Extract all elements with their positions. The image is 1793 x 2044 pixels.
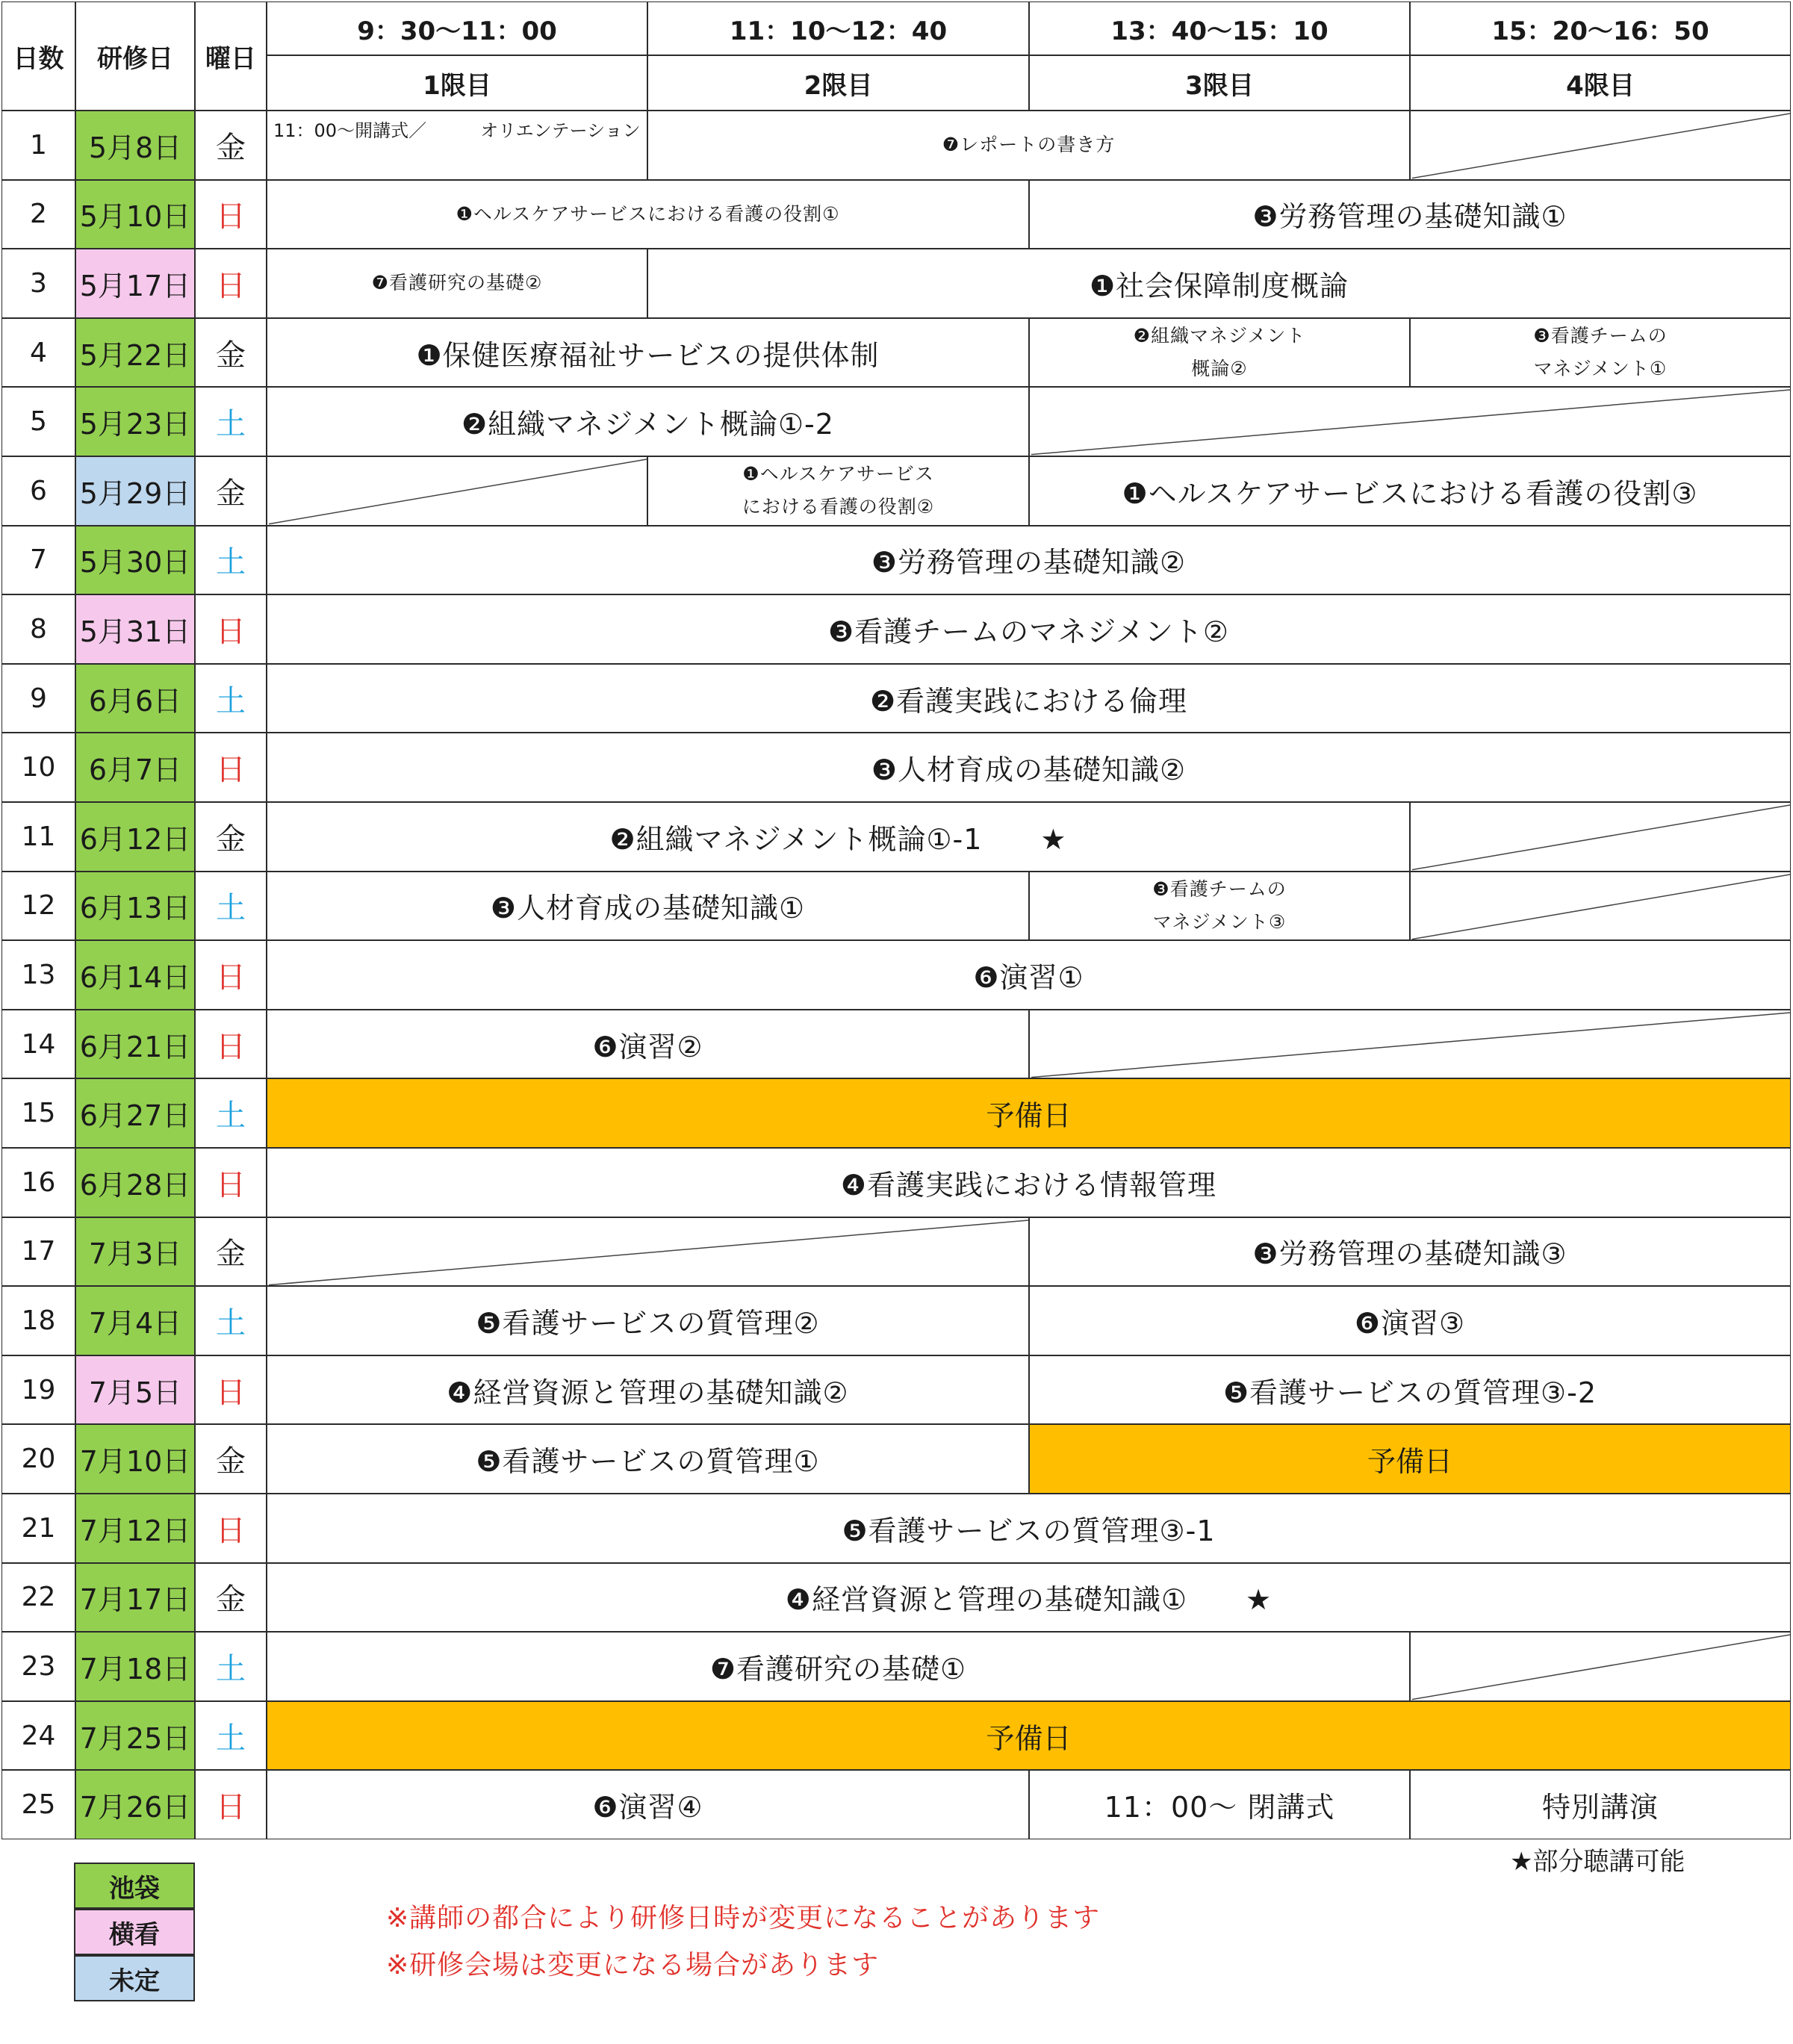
schedule-change-note: ※講師の都合により研修日時が変更になることがあります (386, 1903, 1101, 1933)
weekday-cell: 土 (195, 1078, 267, 1148)
lecture-cell: ❷組織マネジメント概論①-1 ★ (267, 802, 1410, 872)
day-number: 24 (1, 1701, 75, 1771)
diagonal-line (1412, 875, 1790, 939)
header-day-count: 日数 (1, 1, 75, 111)
empty-slot-cell (1029, 1010, 1791, 1079)
lecture-cell: ❸労務管理の基礎知識② (267, 526, 1791, 595)
weekday-cell: 金 (195, 1563, 267, 1633)
lecture-cell: ❺看護サービスの質管理③-2 (1029, 1355, 1791, 1425)
empty-slot-cell (1410, 1632, 1791, 1701)
training-date: 5月29日 (75, 456, 195, 526)
lecture-cell: ❻演習③ (1029, 1286, 1791, 1355)
lecture-cell: ❺看護サービスの質管理③-1 (267, 1494, 1791, 1563)
legend-ikebukuro: 池袋 (74, 1863, 195, 1909)
lecture-cell: ❷看護実践における倫理 (267, 664, 1791, 733)
day-number: 3 (1, 249, 75, 318)
day-number: 16 (1, 1148, 75, 1217)
day-number: 18 (1, 1286, 75, 1355)
lecture-cell: ❶社会保障制度概論 (647, 249, 1791, 318)
diagonal-slash (1030, 1010, 1791, 1079)
header-period-label: 3限目 (1029, 55, 1410, 111)
training-date: 7月3日 (75, 1217, 195, 1287)
training-date: 6月27日 (75, 1078, 195, 1148)
legend-undecided: 未定 (74, 1955, 195, 2001)
lecture-cell: ❺看護サービスの質管理① (267, 1424, 1029, 1494)
header-period-label: 1限目 (267, 55, 647, 111)
day-number: 4 (1, 318, 75, 388)
lecture-cell: ❶ヘルスケアサービスにおける看護の役割③ (1029, 456, 1791, 526)
training-date: 7月26日 (75, 1770, 195, 1839)
day-number: 22 (1, 1563, 75, 1633)
lecture-cell: ❹看護実践における情報管理 (267, 1148, 1791, 1217)
weekday-cell: 土 (195, 526, 267, 595)
weekday-cell: 土 (195, 1632, 267, 1701)
training-date: 6月6日 (75, 664, 195, 733)
training-date: 6月14日 (75, 940, 195, 1010)
weekday-cell: 日 (195, 594, 267, 664)
training-date: 7月4日 (75, 1286, 195, 1355)
lecture-cell: ❼看護研究の基礎① (267, 1632, 1410, 1701)
lecture-cell: ❷組織マネジメント概論①-2 (267, 387, 1029, 456)
lecture-cell: ❶ヘルスケアサービス における看護の役割② (647, 456, 1029, 526)
header-period-time: 9：30〜11：00 (267, 1, 647, 55)
lecture-cell: 11：00〜開講式／ オリエンテーション (267, 111, 647, 180)
weekday-cell: 金 (195, 318, 267, 388)
day-number: 19 (1, 1355, 75, 1425)
lecture-cell: ❹経営資源と管理の基礎知識① ★ (267, 1563, 1791, 1633)
header-period-label: 4限目 (1410, 55, 1791, 111)
weekday-cell: 土 (195, 1286, 267, 1355)
training-date: 6月21日 (75, 1010, 195, 1079)
day-number: 2 (1, 180, 75, 249)
lecture-cell: ❶保健医療福祉サービスの提供体制 (267, 318, 1029, 388)
weekday-cell: 日 (195, 1148, 267, 1217)
weekday-cell: 金 (195, 456, 267, 526)
diagonal-slash (1411, 803, 1791, 872)
empty-slot-cell (1410, 111, 1791, 180)
weekday-cell: 日 (195, 249, 267, 318)
training-date: 5月17日 (75, 249, 195, 318)
lecture-cell: ❷組織マネジメント 概論② (1029, 318, 1410, 388)
training-date: 5月31日 (75, 594, 195, 664)
training-date: 5月30日 (75, 526, 195, 595)
lecture-cell: ❸人材育成の基礎知識② (267, 733, 1791, 802)
lecture-cell: ❹経営資源と管理の基礎知識② (267, 1355, 1029, 1425)
weekday-cell: 土 (195, 872, 267, 941)
day-number: 15 (1, 1078, 75, 1148)
training-date: 7月12日 (75, 1494, 195, 1563)
lecture-cell: ❸労務管理の基礎知識③ (1029, 1217, 1791, 1287)
weekday-cell: 日 (195, 1010, 267, 1079)
training-date: 6月28日 (75, 1148, 195, 1217)
weekday-cell: 土 (195, 664, 267, 733)
diagonal-slash (267, 1218, 1029, 1287)
training-date: 5月8日 (75, 111, 195, 180)
lecture-cell: ❸労務管理の基礎知識① (1029, 180, 1791, 249)
weekday-cell: 日 (195, 1770, 267, 1839)
training-date: 5月23日 (75, 387, 195, 456)
weekday-cell: 金 (195, 1217, 267, 1287)
diagonal-line (1412, 1635, 1790, 1700)
lecture-cell: ❻演習① (267, 940, 1791, 1010)
day-number: 21 (1, 1494, 75, 1563)
day-number: 11 (1, 802, 75, 872)
reserve-day-cell: 予備日 (1029, 1424, 1791, 1494)
day-number: 20 (1, 1424, 75, 1494)
diagonal-line (269, 459, 647, 524)
diagonal-slash (267, 457, 647, 526)
lecture-cell: ❸人材育成の基礎知識① (267, 872, 1029, 941)
weekday-cell: 日 (195, 733, 267, 802)
lecture-cell: 特別講演 (1410, 1770, 1791, 1839)
weekday-cell: 土 (195, 1701, 267, 1771)
empty-slot-cell (267, 1217, 1029, 1287)
lecture-cell: ❶ヘルスケアサービスにおける看護の役割① (267, 180, 1029, 249)
lecture-cell: ❸看護チームの マネジメント③ (1029, 872, 1410, 941)
header-weekday: 曜日 (195, 1, 267, 111)
day-number: 5 (1, 387, 75, 456)
weekday-cell: 日 (195, 180, 267, 249)
lecture-cell: ❺看護サービスの質管理② (267, 1286, 1029, 1355)
empty-slot-cell (267, 456, 647, 526)
lecture-cell: ❼レポートの書き方 (647, 111, 1410, 180)
lecture-cell: ❻演習② (267, 1010, 1029, 1079)
weekday-cell: 金 (195, 1424, 267, 1494)
partial-attendance-note: ★部分聴講可能 (1510, 1847, 1685, 1877)
training-date: 7月17日 (75, 1563, 195, 1633)
day-number: 23 (1, 1632, 75, 1701)
lecture-cell: ❸看護チームの マネジメント① (1410, 318, 1791, 388)
weekday-cell: 日 (195, 940, 267, 1010)
day-number: 6 (1, 456, 75, 526)
training-date: 6月12日 (75, 802, 195, 872)
day-number: 12 (1, 872, 75, 941)
weekday-cell: 金 (195, 111, 267, 180)
header-period-time: 11：10〜12：40 (647, 1, 1029, 55)
day-number: 10 (1, 733, 75, 802)
weekday-cell: 土 (195, 387, 267, 456)
training-date: 7月18日 (75, 1632, 195, 1701)
day-number: 14 (1, 1010, 75, 1079)
reserve-day-cell: 予備日 (267, 1078, 1791, 1148)
training-date: 7月10日 (75, 1424, 195, 1494)
day-number: 8 (1, 594, 75, 664)
venue-change-note: ※研修会場は変更になる場合があります (386, 1950, 880, 1981)
weekday-cell: 日 (195, 1355, 267, 1425)
training-date: 5月10日 (75, 180, 195, 249)
diagonal-line (1412, 114, 1790, 178)
diagonal-line (1031, 1013, 1790, 1078)
training-date: 6月7日 (75, 733, 195, 802)
empty-slot-cell (1410, 872, 1791, 941)
diagonal-slash (1411, 872, 1791, 941)
day-number: 25 (1, 1770, 75, 1839)
training-date: 5月22日 (75, 318, 195, 388)
reserve-day-cell: 予備日 (267, 1701, 1791, 1771)
legend-yokokan: 横看 (74, 1909, 195, 1955)
training-date: 7月25日 (75, 1701, 195, 1771)
day-number: 9 (1, 664, 75, 733)
diagonal-slash (1411, 111, 1791, 180)
empty-slot-cell (1029, 387, 1791, 456)
lecture-cell: ❼看護研究の基礎② (267, 249, 647, 318)
day-number: 17 (1, 1217, 75, 1287)
lecture-cell: ❸看護チームのマネジメント② (267, 594, 1791, 664)
diagonal-line (1412, 805, 1790, 870)
day-number: 1 (1, 111, 75, 180)
weekday-cell: 金 (195, 802, 267, 872)
header-period-time: 13：40〜15：10 (1029, 1, 1410, 55)
day-number: 7 (1, 526, 75, 595)
diagonal-slash (1030, 388, 1791, 456)
empty-slot-cell (1410, 802, 1791, 872)
day-number: 13 (1, 940, 75, 1010)
training-date: 7月5日 (75, 1355, 195, 1425)
lecture-cell: ❻演習④ (267, 1770, 1029, 1839)
diagonal-line (269, 1220, 1028, 1285)
weekday-cell: 日 (195, 1494, 267, 1563)
diagonal-line (1031, 390, 1790, 455)
header-date: 研修日 (75, 1, 195, 111)
training-date: 6月13日 (75, 872, 195, 941)
lecture-cell: 11：00〜 閉講式 (1029, 1770, 1410, 1839)
header-period-time: 15：20〜16：50 (1410, 1, 1791, 55)
diagonal-slash (1411, 1633, 1791, 1701)
header-period-label: 2限目 (647, 55, 1029, 111)
